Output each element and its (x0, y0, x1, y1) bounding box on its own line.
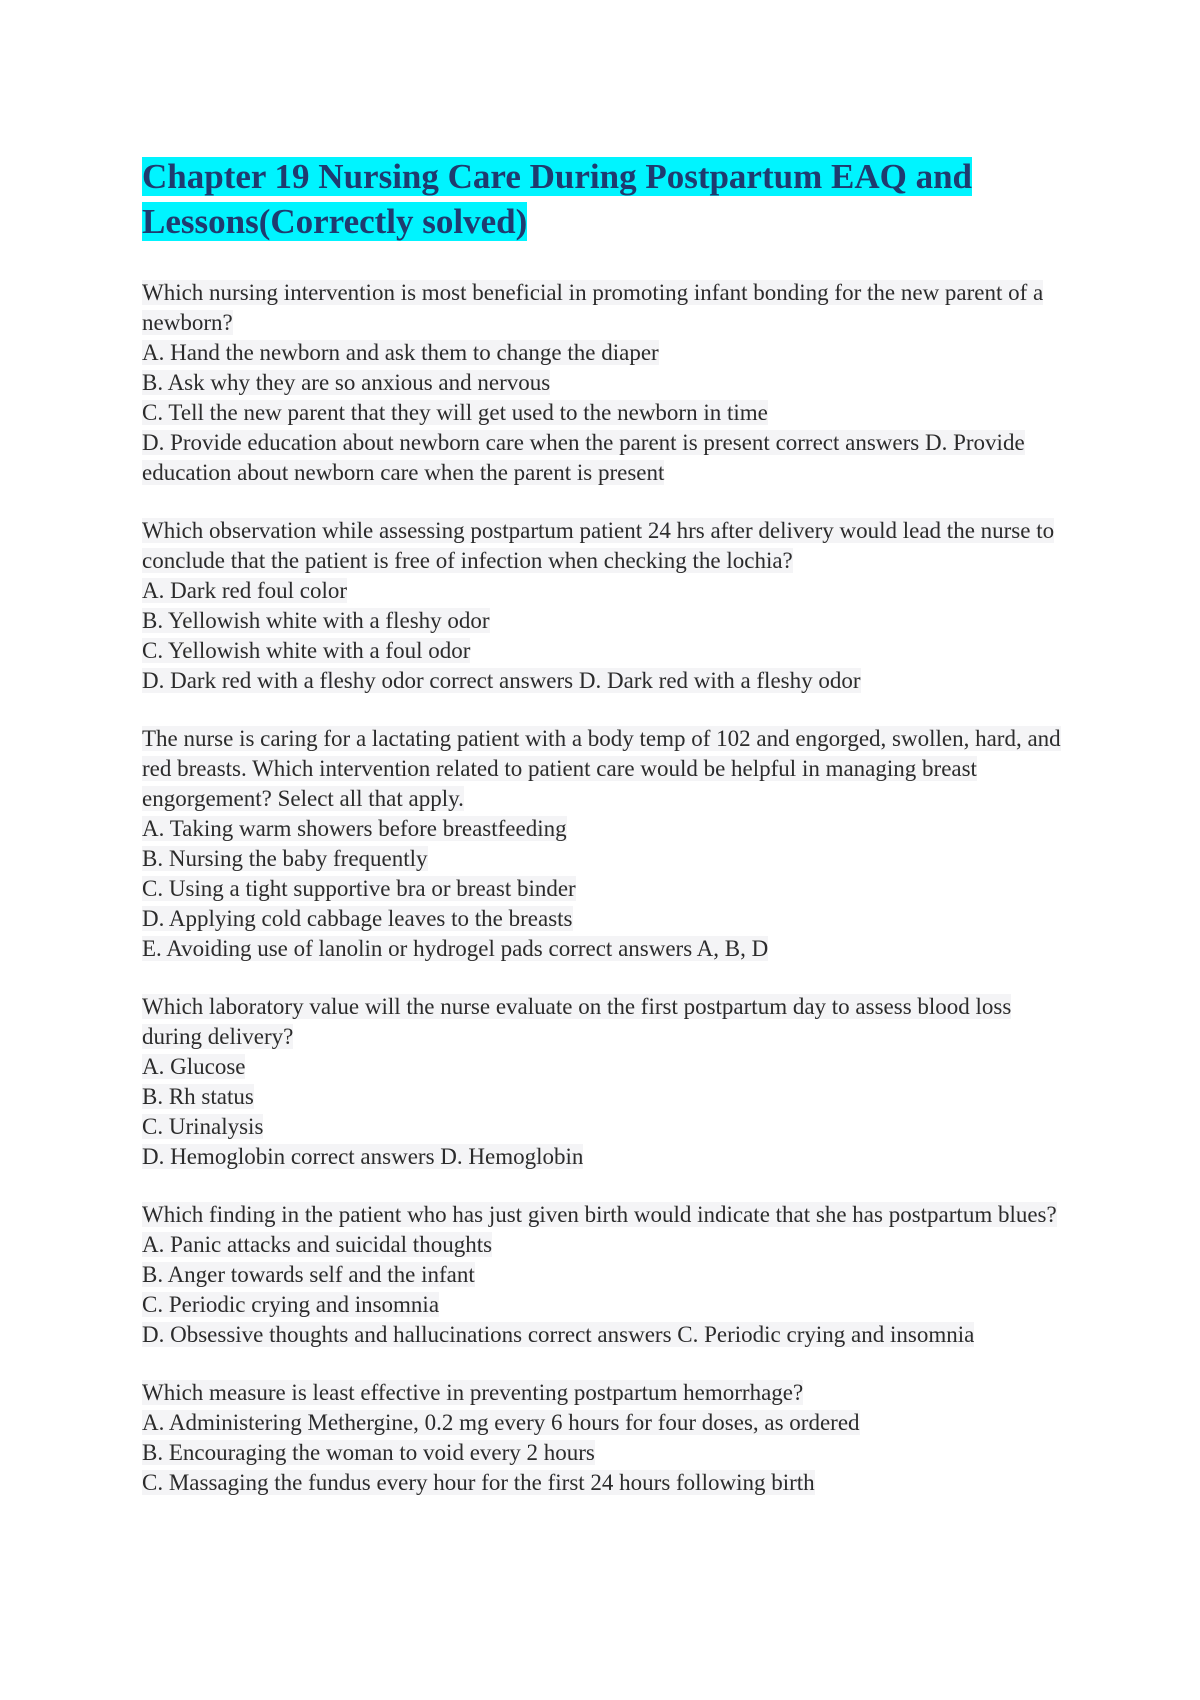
answer-option: A. Administering Methergine, 0.2 mg every 6 hours for four doses, as ordered (142, 1410, 860, 1435)
question-block-5 (142, 1200, 1062, 1350)
answer-option: A. Hand the newborn and ask them to change the diaper (142, 340, 659, 365)
answer-option: A. Panic attacks and suicidal thoughts (142, 1232, 493, 1257)
question-text: Which observation while assessing postpartum patient 24 hrs after delivery would lead the nurse to conclude that the patient is free of infection when checking the lochia? (142, 518, 1055, 573)
document-body (142, 154, 1062, 1526)
answer-option: B. Rh status (142, 1084, 254, 1109)
answer-option: C. Urinalysis (142, 1114, 264, 1139)
question-text: The nurse is caring for a lactating patient with a body temp of 102 and engorged, swollen, hard, and red breasts. Which intervention related to patient care would be helpful in managing breast engorgement? Select all that apply. (142, 726, 1061, 811)
answer-option: A. Taking warm showers before breastfeeding (142, 816, 567, 841)
answer-option: D. Obsessive thoughts and hallucinations correct answers C. Periodic crying and insomnia (142, 1322, 975, 1347)
answer-option: C. Using a tight supportive bra or breast binder (142, 876, 576, 901)
answer-option: B. Nursing the baby frequently (142, 846, 428, 871)
answer-option: E. Avoiding use of lanolin or hydrogel pads correct answers A, B, D (142, 936, 769, 961)
question-block-4 (142, 992, 1062, 1172)
answer-option: B. Encouraging the woman to void every 2 hours (142, 1440, 595, 1465)
question-block-3 (142, 724, 1062, 964)
answer-option: C. Yellowish white with a foul odor (142, 638, 471, 663)
question-text: Which nursing intervention is most beneficial in promoting infant bonding for the new parent of a newborn? (142, 280, 1044, 335)
question-block-6 (142, 1378, 1062, 1498)
answer-option: D. Applying cold cabbage leaves to the breasts (142, 906, 573, 931)
answer-option: D. Hemoglobin correct answers D. Hemoglobin (142, 1144, 584, 1169)
answer-option: D. Dark red with a fleshy odor correct answers D. Dark red with a fleshy odor (142, 668, 861, 693)
document-title-text: Chapter 19 Nursing Care During Postpartum EAQ and Lessons(Correctly solved) (142, 157, 973, 241)
answer-option: C. Massaging the fundus every hour for the first 24 hours following birth (142, 1470, 815, 1495)
answer-option: D. Provide education about newborn care when the parent is present correct answers D. Provide education about newborn care when the parent is present (142, 430, 1025, 485)
question-text: Which laboratory value will the nurse evaluate on the first postpartum day to assess blood loss during delivery? (142, 994, 1012, 1049)
answer-option: B. Anger towards self and the infant (142, 1262, 475, 1287)
answer-option: A. Dark red foul color (142, 578, 348, 603)
question-block-1 (142, 278, 1062, 488)
answer-option: C. Periodic crying and insomnia (142, 1292, 440, 1317)
answer-option: A. Glucose (142, 1054, 246, 1079)
question-block-2 (142, 516, 1062, 696)
answer-option: C. Tell the new parent that they will get used to the newborn in time (142, 400, 768, 425)
document-title (142, 154, 1062, 244)
answer-option: B. Ask why they are so anxious and nervous (142, 370, 551, 395)
question-text: Which finding in the patient who has just given birth would indicate that she has postpartum blues? (142, 1202, 1057, 1227)
answer-option: B. Yellowish white with a fleshy odor (142, 608, 490, 633)
question-text: Which measure is least effective in preventing postpartum hemorrhage? (142, 1380, 804, 1405)
